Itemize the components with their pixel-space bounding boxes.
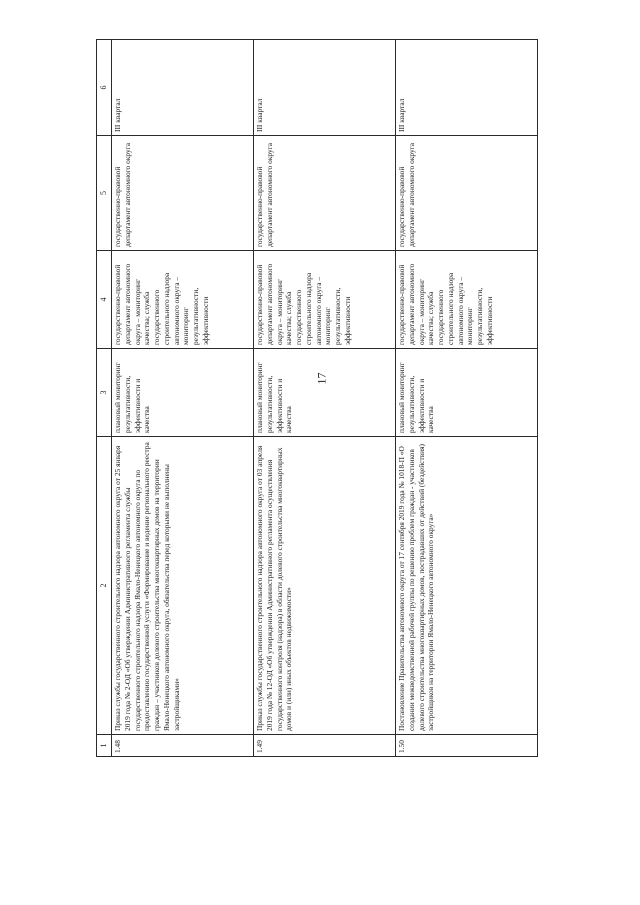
deadline: III квартал <box>112 40 254 136</box>
coexecutor: государственно-правовой департамент автономного округа <box>112 136 254 251</box>
responsible-executor: государственно-правовой департамент автономного округа – мониторинг качества; служба государственного строительного надзора автономного округа – мониторинг результативности, эффективности <box>254 251 396 349</box>
coexecutor: государственно-правовой департамент автономного округа <box>396 136 538 251</box>
responsible-executor: государственно-правовой департамент автономного округа – мониторинг качества; служба государственного строительного надзора автономного округа – мониторинг результативности, эффективности <box>112 251 254 349</box>
header-cell-6: 6 <box>97 40 112 136</box>
table-row <box>396 40 538 757</box>
responsible-executor: государственно-правовой департамент автономного округа – мониторинг качества; служба государственного строительного надзора автономного округа – мониторинг результативности, эффективности <box>396 251 538 349</box>
document-title: Постановление Правительства автономного округа от 17 сентября 2019 года № 1018-П «О создании межведомственной рабочей группы по решению проблем граждан - участников долевого строительства многоквартирных домов, пострадавших от действий (бездействия) застройщиков на территории Ямало-Ненецкого автономного округа» <box>396 437 538 735</box>
monitoring-type: плановый мониторинг результативности, эффективности и качества <box>254 349 396 437</box>
page-number: 17 <box>314 372 329 385</box>
monitoring-type: плановый мониторинг результативности, эффективности и качества <box>396 349 538 437</box>
deadline: III квартал <box>396 40 538 136</box>
rotated-table-wrapper <box>96 40 494 757</box>
table-row <box>112 40 254 757</box>
deadline: III квартал <box>254 40 396 136</box>
header-cell-2: 2 <box>97 437 112 735</box>
header-cell-1: 1 <box>97 735 112 757</box>
table-row <box>254 40 396 757</box>
document-title: Приказ службы государственного строительного надзора автономного округа от 03 апреля 2019 года № 12-ОД «Об утверждении Административного регламента осуществления государственного контроля (надзора) в области долевого строительства многоквартирных домов и (или) иных объектов недвижимости» <box>254 437 396 735</box>
table-header-row <box>97 40 112 757</box>
header-cell-4: 4 <box>97 251 112 349</box>
header-cell-5: 5 <box>97 136 112 251</box>
row-number: 1.49 <box>254 735 396 757</box>
row-number: 1.50 <box>396 735 538 757</box>
monitoring-type: плановый мониторинг результативности, эффективности и качества <box>112 349 254 437</box>
header-cell-3: 3 <box>97 349 112 437</box>
coexecutor: государственно-правовой департамент автономного округа <box>254 136 396 251</box>
monitoring-plan-table <box>96 39 538 757</box>
row-number: 1.48 <box>112 735 254 757</box>
document-title: Приказ службы государственного строительного надзора автономного округа от 25 января 2019 года № 2-ОД «Об утверждении Административного регламента службы государственного строительного надзора Ямало-Ненецкого автономного округа по предоставлению государственной услуги «Формирование и ведение регионального реестра граждан – участников долевого строительства многоквартирных домов на территории Ямало-Ненецкого автономного округа, обязательства перед которыми не выполнены застройщиками» <box>112 437 254 735</box>
